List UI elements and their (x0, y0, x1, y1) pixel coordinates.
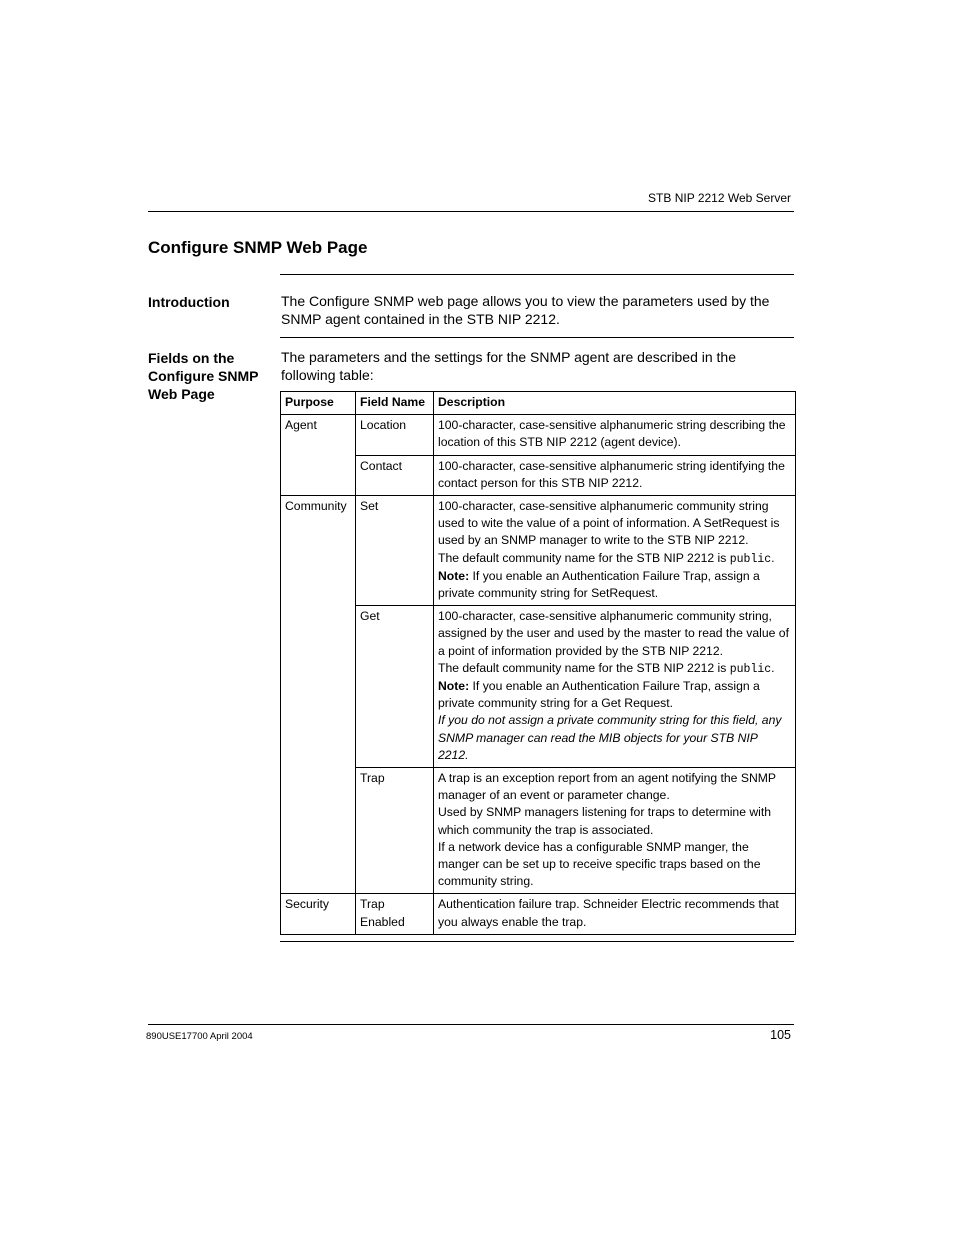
header-rule (148, 211, 794, 212)
contact-description: 100-character, case-sensitive alphanumeric string identifying the contact person for this STB NIP 2212. (438, 458, 785, 490)
trap-description-3: If a network device has a configurable SNMP manger, the manger can be set up to receive specific traps based on the community string. (438, 839, 761, 889)
footer-rule (148, 1024, 794, 1025)
get-note-text: If you enable an Authentication Failure Trap, assign a private community string for a Get Request. (438, 679, 760, 711)
description-cell-get (434, 606, 796, 768)
running-header: STB NIP 2212 Web Server (648, 191, 791, 205)
section-rule-bottom (280, 941, 794, 942)
table-row (281, 894, 796, 934)
field-cell-set: Set (356, 496, 434, 606)
set-note-text: If you enable an Authentication Failure Trap, assign a private community string for SetRequest. (438, 568, 760, 601)
introduction-heading: Introduction (148, 294, 230, 310)
trap-description-1: A trap is an exception report from an agent notifying the SNMP manager of an event or parameter change. (438, 771, 776, 803)
footer-doc-id: 890USE17700 April 2004 (146, 1031, 253, 1042)
trap-enabled-description: Authentication failure trap. Schneider Electric recommends that you always enable the trap. (438, 897, 779, 929)
column-header-field-name: Field Name (356, 392, 434, 415)
fields-text: The parameters and the settings for the SNMP agent are described in the following table: (281, 349, 736, 383)
description-cell-set (434, 496, 796, 606)
description-cell-location (434, 415, 796, 455)
description-cell-trap (434, 768, 796, 894)
field-cell-get: Get (356, 606, 434, 768)
set-default-text: The default community name for the STB NIP 2212 is (438, 550, 730, 565)
purpose-cell-security: Security (281, 894, 356, 934)
section-rule-middle (280, 337, 794, 338)
location-description: 100-character, case-sensitive alphanumeric string describing the location of this STB NIP 2212 (agent device). (438, 418, 786, 450)
description-cell-trap-enabled (434, 894, 796, 934)
page-number: 105 (770, 1028, 791, 1042)
column-header-description: Description (434, 392, 796, 415)
field-cell-contact: Contact (356, 455, 434, 495)
table-header-row (281, 392, 796, 415)
purpose-cell-agent: Agent (281, 415, 356, 496)
table-row (281, 455, 796, 495)
introduction-text: The Configure SNMP web page allows you to view the parameters used by the SNMP agent contained in the STB NIP 2212. (281, 293, 770, 327)
description-cell-contact (434, 455, 796, 495)
table-row (281, 496, 796, 606)
get-default-end: . (771, 660, 775, 675)
field-cell-trap-enabled: Trap Enabled (356, 894, 434, 934)
trap-description-2: Used by SNMP managers listening for traps to determine with which community the trap is associated. (438, 805, 772, 837)
table-row (281, 768, 796, 894)
field-cell-location: Location (356, 415, 434, 455)
get-italic-note: If you do not assign a private community string for this field, any SNMP manager can read the MIB objects for your STB NIP 2212. (438, 713, 782, 762)
purpose-cell-community: Community (281, 496, 356, 894)
set-note-label: Note: (438, 568, 470, 583)
page-title: Configure SNMP Web Page (148, 238, 368, 257)
field-cell-trap: Trap (356, 768, 434, 894)
get-default-line (438, 660, 791, 678)
set-default-value: public (729, 552, 772, 566)
column-header-purpose: Purpose (281, 392, 356, 415)
get-description: 100-character, case-sensitive alphanumeric community string, assigned by the user and used by the master to read the value of a point of information provided by the STB NIP 2212. (438, 609, 789, 658)
set-description: 100-character, case-sensitive alphanumeric community string used to wite the value of a point of information. A SetRequest is used by an SNMP manager to write to the STB NIP 2212. (438, 499, 780, 548)
set-default-line (438, 550, 791, 568)
set-note (438, 568, 791, 602)
table-row (281, 415, 796, 455)
fields-heading: Fields on the Configure SNMP Web Page (148, 350, 259, 402)
get-default-text: The default community name for the STB NIP 2212 is (438, 660, 730, 675)
section-rule-top (280, 274, 794, 275)
get-default-value: public (729, 662, 772, 676)
set-default-end: . (771, 550, 775, 565)
get-note (438, 678, 791, 712)
table-row (281, 606, 796, 768)
snmp-fields-table (280, 391, 796, 935)
get-note-label: Note: (438, 679, 470, 694)
